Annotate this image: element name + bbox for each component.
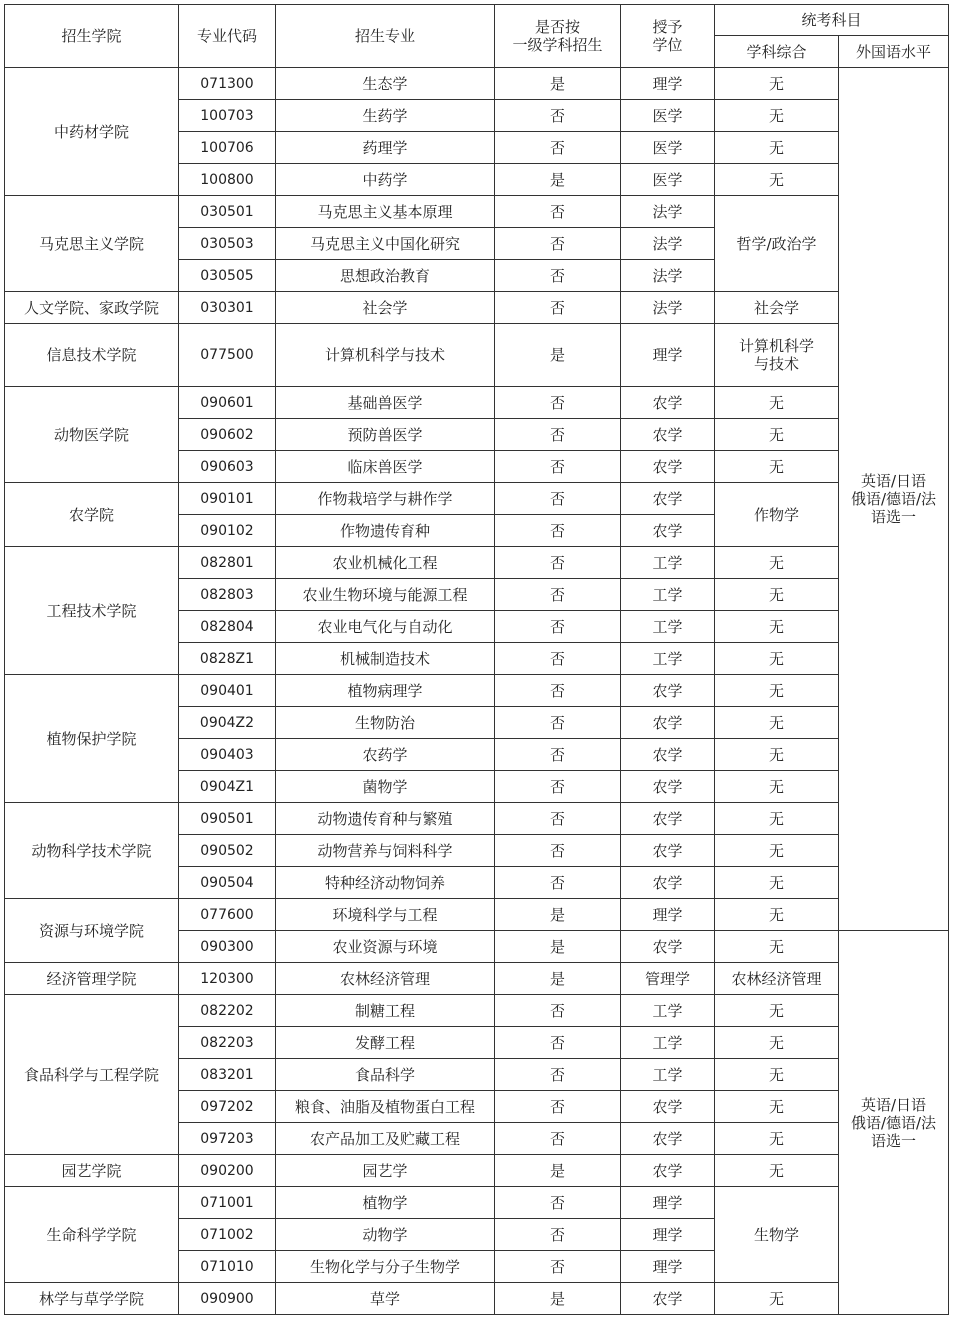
major-code-cell: 090300 — [179, 931, 276, 963]
degree-cell: 农学 — [621, 803, 715, 835]
degree-cell: 医学 — [621, 164, 715, 196]
table-row — [5, 899, 949, 931]
degree-cell: 农学 — [621, 1123, 715, 1155]
table-row — [5, 803, 949, 835]
exam-subject-cell: 无 — [715, 995, 839, 1027]
header-first-level-line-1: 是否按 — [534, 18, 580, 36]
header-exam-subjects: 统考科目 — [715, 5, 949, 36]
college-name-cell: 园艺学院 — [5, 1155, 179, 1187]
major-name-cell: 思想政治教育 — [276, 260, 495, 292]
major-name-cell: 动物营养与饲料科学 — [276, 835, 495, 867]
major-name-cell: 菌物学 — [276, 771, 495, 803]
foreign-language-cell — [839, 68, 949, 931]
exam-subject-cell: 无 — [715, 1123, 839, 1155]
table-row — [5, 196, 949, 228]
exam-subject-cell: 无 — [715, 1091, 839, 1123]
major-name-cell: 临床兽医学 — [276, 451, 495, 483]
exam-subject-cell: 作物学 — [715, 483, 839, 547]
degree-cell: 工学 — [621, 1027, 715, 1059]
major-name-cell: 粮食、油脂及植物蛋白工程 — [276, 1091, 495, 1123]
first-level-cell: 否 — [495, 547, 621, 579]
major-code-cell: 030501 — [179, 196, 276, 228]
first-level-cell: 否 — [495, 835, 621, 867]
major-name-cell: 植物病理学 — [276, 675, 495, 707]
exam-subject-cell: 无 — [715, 387, 839, 419]
college-name-cell: 林学与草学学院 — [5, 1283, 179, 1315]
degree-cell: 农学 — [621, 835, 715, 867]
degree-cell: 医学 — [621, 132, 715, 164]
exam-subject-line: 计算机科学 — [738, 337, 814, 355]
exam-subject-cell: 无 — [715, 1059, 839, 1091]
exam-subject-cell: 无 — [715, 547, 839, 579]
first-level-cell: 否 — [495, 707, 621, 739]
header-first-level — [495, 5, 621, 68]
first-level-cell: 否 — [495, 228, 621, 260]
college-name-cell: 生命科学学院 — [5, 1187, 179, 1283]
degree-cell: 农学 — [621, 1091, 715, 1123]
major-name-cell: 特种经济动物饲养 — [276, 867, 495, 899]
first-level-cell: 是 — [495, 931, 621, 963]
first-level-cell: 否 — [495, 196, 621, 228]
degree-cell: 理学 — [621, 1219, 715, 1251]
exam-subject-cell: 无 — [715, 739, 839, 771]
degree-cell: 理学 — [621, 68, 715, 100]
college-name-cell: 马克思主义学院 — [5, 196, 179, 292]
header-code: 专业代码 — [179, 5, 276, 68]
college-name-cell: 植物保护学院 — [5, 675, 179, 803]
degree-cell: 农学 — [621, 739, 715, 771]
major-name-cell: 制糖工程 — [276, 995, 495, 1027]
exam-subject-cell: 无 — [715, 1155, 839, 1187]
degree-cell: 法学 — [621, 228, 715, 260]
exam-subject-cell: 无 — [715, 451, 839, 483]
exam-subject-cell: 无 — [715, 675, 839, 707]
major-code-cell: 097202 — [179, 1091, 276, 1123]
degree-cell: 理学 — [621, 899, 715, 931]
college-name-cell: 动物医学院 — [5, 387, 179, 483]
major-name-cell: 农业电气化与自动化 — [276, 611, 495, 643]
first-level-cell: 否 — [495, 771, 621, 803]
major-code-cell: 090601 — [179, 387, 276, 419]
first-level-cell: 是 — [495, 1155, 621, 1187]
major-name-cell: 草学 — [276, 1283, 495, 1315]
header-subject: 学科综合 — [715, 36, 839, 68]
major-name-cell: 发酵工程 — [276, 1027, 495, 1059]
exam-subject-cell: 无 — [715, 68, 839, 100]
degree-cell: 农学 — [621, 707, 715, 739]
major-code-cell: 030505 — [179, 260, 276, 292]
exam-subject-cell: 农林经济管理 — [715, 963, 839, 995]
foreign-language-line: 英语/日语 — [860, 472, 927, 490]
first-level-cell: 否 — [495, 419, 621, 451]
major-code-cell: 090900 — [179, 1283, 276, 1315]
college-name-cell: 食品科学与工程学院 — [5, 995, 179, 1155]
table-header — [5, 5, 949, 68]
major-code-cell: 100703 — [179, 100, 276, 132]
college-name-cell: 资源与环境学院 — [5, 899, 179, 963]
header-degree-line-2: 学位 — [652, 36, 683, 54]
major-name-cell: 马克思主义中国化研究 — [276, 228, 495, 260]
major-name-cell: 生药学 — [276, 100, 495, 132]
major-name-cell: 动物学 — [276, 1219, 495, 1251]
table-row — [5, 292, 949, 324]
first-level-cell: 否 — [495, 867, 621, 899]
degree-cell: 农学 — [621, 1283, 715, 1315]
first-level-cell: 否 — [495, 515, 621, 547]
major-name-cell: 农药学 — [276, 739, 495, 771]
major-name-cell: 动物遗传育种与繁殖 — [276, 803, 495, 835]
first-level-cell: 否 — [495, 1091, 621, 1123]
first-level-cell: 是 — [495, 963, 621, 995]
major-code-cell: 077600 — [179, 899, 276, 931]
header-degree-line-1: 授予 — [652, 18, 683, 36]
degree-cell: 理学 — [621, 1187, 715, 1219]
degree-cell: 法学 — [621, 196, 715, 228]
major-code-cell: 0828Z1 — [179, 643, 276, 675]
exam-subject-cell: 无 — [715, 707, 839, 739]
foreign-language-line: 语选一 — [871, 1131, 917, 1150]
table-row — [5, 324, 949, 387]
first-level-cell: 否 — [495, 1187, 621, 1219]
major-code-cell: 071001 — [179, 1187, 276, 1219]
major-code-cell: 071010 — [179, 1251, 276, 1283]
major-name-cell: 药理学 — [276, 132, 495, 164]
table-row — [5, 1155, 949, 1187]
major-name-cell: 植物学 — [276, 1187, 495, 1219]
major-code-cell: 082803 — [179, 579, 276, 611]
exam-subject-cell — [715, 324, 839, 387]
first-level-cell: 否 — [495, 132, 621, 164]
first-level-cell: 否 — [495, 1059, 621, 1091]
major-code-cell: 090403 — [179, 739, 276, 771]
table-row — [5, 1283, 949, 1315]
header-college: 招生学院 — [5, 5, 179, 68]
degree-cell: 农学 — [621, 483, 715, 515]
first-level-cell: 否 — [495, 1219, 621, 1251]
degree-cell: 农学 — [621, 1155, 715, 1187]
major-code-cell: 077500 — [179, 324, 276, 387]
major-code-cell: 071002 — [179, 1219, 276, 1251]
major-name-cell: 作物栽培学与耕作学 — [276, 483, 495, 515]
degree-cell: 农学 — [621, 419, 715, 451]
major-name-cell: 生物防治 — [276, 707, 495, 739]
header-degree — [621, 5, 715, 68]
first-level-cell: 否 — [495, 1123, 621, 1155]
first-level-cell: 否 — [495, 451, 621, 483]
major-name-cell: 环境科学与工程 — [276, 899, 495, 931]
exam-subject-cell: 无 — [715, 803, 839, 835]
first-level-cell: 否 — [495, 579, 621, 611]
header-row-1 — [5, 5, 949, 36]
exam-subject-line: 与技术 — [753, 355, 799, 373]
degree-cell: 理学 — [621, 324, 715, 387]
major-code-cell: 083201 — [179, 1059, 276, 1091]
first-level-cell: 是 — [495, 68, 621, 100]
major-code-cell: 090401 — [179, 675, 276, 707]
exam-subject-cell: 无 — [715, 835, 839, 867]
major-code-cell: 090501 — [179, 803, 276, 835]
major-code-cell: 120300 — [179, 963, 276, 995]
foreign-language-line: 语选一 — [871, 508, 917, 526]
first-level-cell: 否 — [495, 100, 621, 132]
table-row — [5, 68, 949, 100]
table-row — [5, 483, 949, 515]
major-code-cell: 090502 — [179, 835, 276, 867]
exam-subject-cell: 无 — [715, 899, 839, 931]
first-level-cell: 否 — [495, 1251, 621, 1283]
table-body — [5, 68, 949, 1315]
first-level-cell: 否 — [495, 643, 621, 675]
exam-subject-cell: 无 — [715, 579, 839, 611]
degree-cell: 农学 — [621, 515, 715, 547]
first-level-cell: 是 — [495, 324, 621, 387]
major-name-cell: 计算机科学与技术 — [276, 324, 495, 387]
first-level-cell: 否 — [495, 483, 621, 515]
exam-subject-cell: 无 — [715, 419, 839, 451]
admissions-table — [4, 4, 949, 1315]
college-name-cell: 农学院 — [5, 483, 179, 547]
college-name-cell: 动物科学技术学院 — [5, 803, 179, 899]
first-level-cell: 否 — [495, 260, 621, 292]
exam-subject-cell: 无 — [715, 1283, 839, 1315]
first-level-cell: 否 — [495, 995, 621, 1027]
major-code-cell: 0904Z1 — [179, 771, 276, 803]
exam-subject-cell: 无 — [715, 771, 839, 803]
major-code-cell: 030301 — [179, 292, 276, 324]
exam-subject-cell: 无 — [715, 132, 839, 164]
table-row — [5, 675, 949, 707]
major-code-cell: 090200 — [179, 1155, 276, 1187]
major-name-cell: 预防兽医学 — [276, 419, 495, 451]
exam-subject-cell: 无 — [715, 611, 839, 643]
major-name-cell: 农业生物环境与能源工程 — [276, 579, 495, 611]
degree-cell: 工学 — [621, 579, 715, 611]
table-row — [5, 1187, 949, 1219]
first-level-cell: 否 — [495, 611, 621, 643]
exam-subject-cell: 无 — [715, 1027, 839, 1059]
foreign-language-line: 俄语/德语/法 — [850, 1113, 937, 1132]
major-name-cell: 园艺学 — [276, 1155, 495, 1187]
first-level-cell: 否 — [495, 387, 621, 419]
degree-cell: 农学 — [621, 771, 715, 803]
degree-cell: 农学 — [621, 451, 715, 483]
first-level-cell: 否 — [495, 675, 621, 707]
degree-cell: 农学 — [621, 867, 715, 899]
major-code-cell: 082801 — [179, 547, 276, 579]
exam-subject-cell: 无 — [715, 867, 839, 899]
major-code-cell: 090602 — [179, 419, 276, 451]
header-foreign: 外国语水平 — [839, 36, 949, 68]
table-row — [5, 547, 949, 579]
foreign-language-line: 俄语/德语/法 — [850, 490, 937, 508]
major-name-cell: 农业资源与环境 — [276, 931, 495, 963]
exam-subject-cell: 无 — [715, 643, 839, 675]
major-code-cell: 090603 — [179, 451, 276, 483]
first-level-cell: 否 — [495, 739, 621, 771]
major-name-cell: 生态学 — [276, 68, 495, 100]
exam-subject-cell: 哲学/政治学 — [715, 196, 839, 292]
major-code-cell: 082203 — [179, 1027, 276, 1059]
table-row — [5, 963, 949, 995]
major-name-cell: 社会学 — [276, 292, 495, 324]
foreign-language-line: 英语/日语 — [860, 1095, 927, 1114]
major-name-cell: 中药学 — [276, 164, 495, 196]
first-level-cell: 是 — [495, 1283, 621, 1315]
major-name-cell: 生物化学与分子生物学 — [276, 1251, 495, 1283]
header-first-level-line-2: 一级学科招生 — [512, 36, 603, 54]
major-code-cell: 097203 — [179, 1123, 276, 1155]
degree-cell: 工学 — [621, 547, 715, 579]
degree-cell: 农学 — [621, 675, 715, 707]
header-major: 招生专业 — [276, 5, 495, 68]
major-code-cell: 090101 — [179, 483, 276, 515]
college-name-cell: 工程技术学院 — [5, 547, 179, 675]
college-name-cell: 信息技术学院 — [5, 324, 179, 387]
major-code-cell: 090102 — [179, 515, 276, 547]
degree-cell: 理学 — [621, 1251, 715, 1283]
degree-cell: 工学 — [621, 611, 715, 643]
major-code-cell: 100706 — [179, 132, 276, 164]
major-code-cell: 082804 — [179, 611, 276, 643]
major-name-cell: 基础兽医学 — [276, 387, 495, 419]
major-name-cell: 农产品加工及贮藏工程 — [276, 1123, 495, 1155]
major-name-cell: 农林经济管理 — [276, 963, 495, 995]
first-level-cell: 是 — [495, 899, 621, 931]
major-name-cell: 马克思主义基本原理 — [276, 196, 495, 228]
exam-subject-cell: 生物学 — [715, 1187, 839, 1283]
major-code-cell: 071300 — [179, 68, 276, 100]
college-name-cell: 人文学院、家政学院 — [5, 292, 179, 324]
major-name-cell: 食品科学 — [276, 1059, 495, 1091]
admissions-table-wrapper — [4, 4, 949, 1315]
degree-cell: 农学 — [621, 931, 715, 963]
exam-subject-cell: 无 — [715, 931, 839, 963]
degree-cell: 工学 — [621, 643, 715, 675]
major-code-cell: 090504 — [179, 867, 276, 899]
college-name-cell: 中药材学院 — [5, 68, 179, 196]
degree-cell: 工学 — [621, 1059, 715, 1091]
foreign-language-cell — [839, 931, 949, 1315]
exam-subject-cell: 社会学 — [715, 292, 839, 324]
college-name-cell: 经济管理学院 — [5, 963, 179, 995]
major-code-cell: 082202 — [179, 995, 276, 1027]
major-code-cell: 030503 — [179, 228, 276, 260]
degree-cell: 法学 — [621, 260, 715, 292]
exam-subject-cell: 无 — [715, 164, 839, 196]
table-row — [5, 995, 949, 1027]
degree-cell: 医学 — [621, 100, 715, 132]
exam-subject-cell: 无 — [715, 100, 839, 132]
first-level-cell: 是 — [495, 164, 621, 196]
degree-cell: 管理学 — [621, 963, 715, 995]
major-name-cell: 作物遗传育种 — [276, 515, 495, 547]
degree-cell: 农学 — [621, 387, 715, 419]
degree-cell: 法学 — [621, 292, 715, 324]
major-name-cell: 农业机械化工程 — [276, 547, 495, 579]
major-code-cell: 100800 — [179, 164, 276, 196]
first-level-cell: 否 — [495, 803, 621, 835]
table-row — [5, 387, 949, 419]
first-level-cell: 否 — [495, 292, 621, 324]
major-code-cell: 0904Z2 — [179, 707, 276, 739]
degree-cell: 工学 — [621, 995, 715, 1027]
major-name-cell: 机械制造技术 — [276, 643, 495, 675]
first-level-cell: 否 — [495, 1027, 621, 1059]
